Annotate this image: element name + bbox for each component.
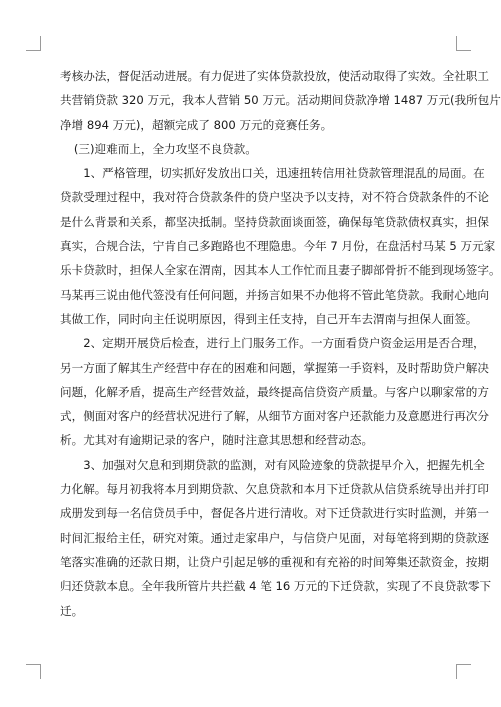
text-line: 净增 894 万元)，超额完成了 800 万元的竞赛任务。 — [60, 117, 333, 132]
text-line: 析。尤其对有逾期记录的客户，随时注意其思想和经营动态。 — [60, 433, 374, 448]
text-line: 式，侧面对客户的经营状况进行了解，从细节方面对客户还款能力及意愿进行再次分 — [60, 409, 489, 424]
paragraph-item-1 — [60, 161, 501, 331]
text-line: 马某再三说由他代签没有任何问题，并扬言如果不办他将不管此笔贷款。我耐心地向 — [60, 287, 489, 302]
text-line: 1、严格管理，切实抓好发放出口关，迅速扭转信用社贷款管理混乱的局面。在 — [83, 166, 485, 181]
text-line: 共营销贷款 320 万元，我本人营销 50 万元。活动期间贷款净增 1487 万元(我所包片 — [60, 93, 501, 108]
crop-mark-bottom-right — [456, 664, 471, 679]
crop-mark-top-right — [456, 36, 471, 51]
text-line: 真实，合规合法，宁肯自己多跑路也不理隐患。今年 7 月份，在盘活村马某 5 万元家 — [60, 239, 496, 254]
text-line: 贷款受理过程中，我对符合贷款条件的贷户坚决予以支持，对不符合贷款条件的不论 — [60, 190, 489, 205]
paragraph-activity-results — [60, 64, 501, 137]
text-line: 2、定期开展贷后检查，进行上门服务工作。一方面看贷户资金运用是否合理， — [83, 336, 485, 351]
crop-mark-top-left — [26, 36, 41, 51]
text-line: 时间汇报给主任，研究对策。通过走家串户，与信贷户见面，对每笔将到期的贷款逐 — [60, 530, 489, 545]
text-line: 考核办法，督促活动进展。有力促进了实体贷款投放，使活动取得了实效。全社职工 — [60, 69, 489, 83]
text-line: 乐卡贷款时，担保人全家在渭南，因其本人工作忙而且妻子脚部骨折不能到现场签字。 — [60, 263, 501, 278]
text-line: 成册发到每一名信贷员手中，督促各片进行清收。对下迁贷款进行实时监测，并第一 — [60, 506, 489, 521]
text-line: 其做工作，同时向主任说明原因，得到主任支持，自己开车去渭南与担保人面签。 — [60, 311, 478, 326]
text-line: 问题，化解矛盾，提高生产经营效益，最终提高信贷资产质量。与客户以聊家常的方 — [60, 384, 489, 399]
document-page — [60, 64, 501, 623]
text-line: 归还贷款本息。全年我所管片共拦截 4 笔 16 万元的下迁贷款，实现了不良贷款零下 — [60, 579, 492, 594]
text-line: 3、加强对欠息和到期贷款的监测，对有风险迹象的贷款提早介入，把握先机全 — [83, 457, 485, 472]
text-line: 迁。 — [60, 603, 84, 618]
section-heading — [60, 137, 442, 161]
text-line: 笔落实准确的还款日期，让贷户引起足够的重视和有充裕的时间筹集还款资金，按期 — [60, 554, 489, 569]
text-line: 力化解。每月初我将本月到期贷款、欠息贷款和本月下迁贷款从信贷系统导出并打印 — [60, 482, 489, 497]
paragraph-item-2 — [60, 331, 489, 452]
text-line: (三)迎难而上，全力攻坚不良贷款。 — [73, 141, 257, 156]
text-line: 另一方面了解其生产经营中存在的困难和问题，掌握第一手资料，及时帮助贷户解决 — [60, 360, 489, 375]
paragraph-item-3 — [60, 453, 492, 623]
crop-mark-bottom-left — [26, 664, 41, 679]
text-line: 是什么背景和关系，都坚决抵制。坚持贷款面谈面签，确保每笔贷款债权真实，担保 — [60, 214, 489, 229]
